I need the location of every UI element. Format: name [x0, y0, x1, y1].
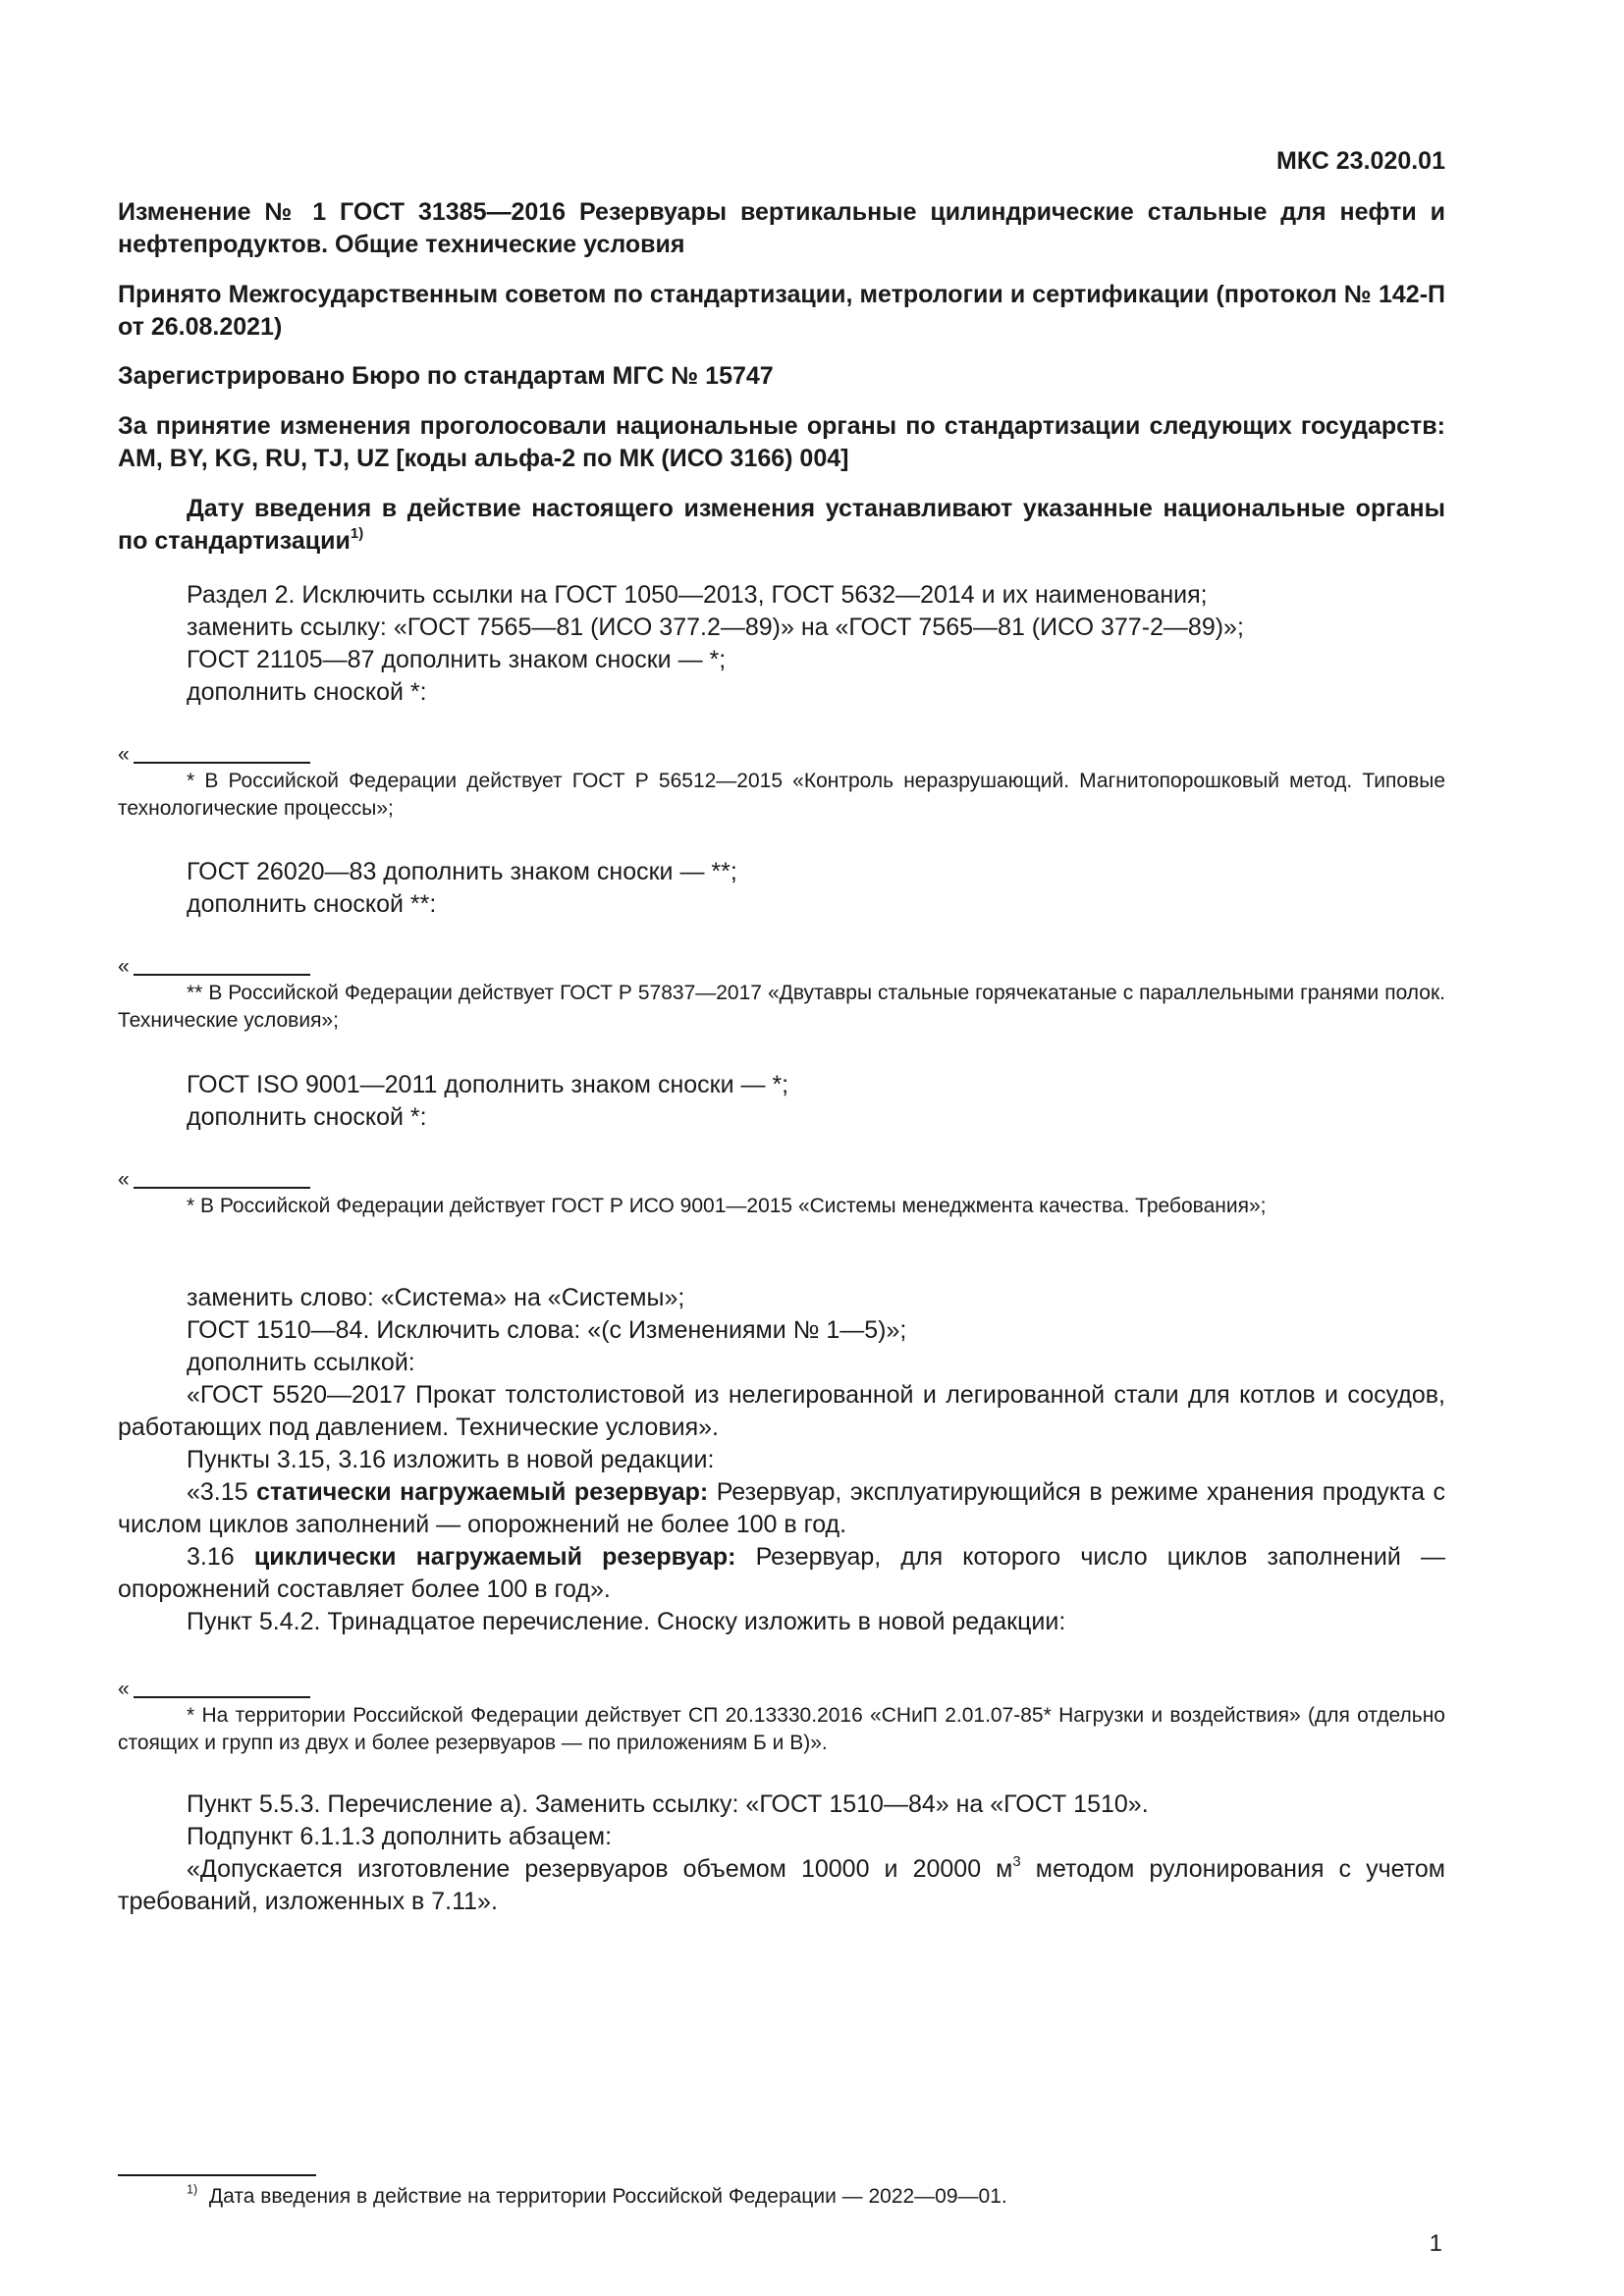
intro-date-text: Дату введения в действие настоящего изменения устанавливают указанные национальные органы по стандартизации — [118, 495, 1445, 555]
footnote-text: * В Российской Федерации действует ГОСТ Р 56512—2015 «Контроль неразрушающий. Магнитопорошковый метод. Типовые технологические процессы»; — [118, 770, 1445, 820]
footnote-separator — [118, 1678, 1445, 1702]
body-line: Пункты 3.15, 3.16 изложить в новой редакции: — [187, 1446, 715, 1473]
footnote-gost-56512 — [118, 743, 1445, 823]
registered-statement: Зарегистрировано Бюро по стандартам МГС № 15747 — [118, 362, 774, 390]
body-line: заменить ссылку: «ГОСТ 7565—81 (ИСО 377.2—89)» на «ГОСТ 7565—81 (ИСО 377-2—89)»; — [187, 614, 1244, 641]
term-number: 3.16 — [187, 1543, 235, 1571]
section2-changes — [118, 579, 1445, 709]
footnote-text: * На территории Российской Федерации действует СП 20.13330.2016 «СНиП 2.01.07-85* Нагрузки и воздействия» (для отдельно стоящих и групп из двух и более резервуаров — по приложениям Б и В)». — [118, 1704, 1445, 1754]
body-line: ГОСТ 21105—87 дополнить знаком сноски — *; — [187, 646, 727, 673]
footnote-separator — [118, 955, 1445, 980]
body-line: Раздел 2. Исключить ссылки на ГОСТ 1050—2013, ГОСТ 5632—2014 и их наименования; — [187, 581, 1208, 609]
body-line: Пункт 5.5.3. Перечисление а). Заменить ссылку: «ГОСТ 1510—84» на «ГОСТ 1510». — [187, 1790, 1149, 1818]
footnote-quote-mark: « — [118, 1678, 130, 1700]
term-number: «3.15 — [187, 1478, 248, 1506]
footnote-gost-iso-9001 — [118, 1168, 1445, 1220]
footnote-text: ** В Российской Федерации действует ГОСТ Р 57837—2017 «Двутавры стальные горячекатаные с параллельными гранями полок. Технические условия»; — [118, 982, 1445, 1032]
mks-code: МКС 23.020.01 — [1276, 147, 1445, 175]
body-line: дополнить сноской *: — [187, 1103, 427, 1131]
body-line: ГОСТ 26020—83 дополнить знаком сноски — **; — [187, 858, 737, 885]
body-line: ГОСТ ISO 9001—2011 дополнить знаком сноски — *; — [187, 1071, 789, 1098]
superscript-3: 3 — [1012, 1852, 1021, 1870]
term-definition: Резервуар, для которого число циклов заполнений — опорожнений составляет более 100 в год». — [118, 1543, 1445, 1603]
footnote-separator — [118, 743, 1445, 768]
body-text: методом рулонирования с учетом требований, изложенных в 7.11». — [118, 1855, 1445, 1915]
term-3-16 — [118, 1541, 1445, 1606]
body-paragraph — [118, 1853, 1445, 1918]
section5-6-changes — [118, 1789, 1445, 1918]
page-footnote — [187, 2182, 1007, 2209]
adopted-statement: Принято Межгосударственным советом по стандартизации, метрологии и сертификации (протокол № 142-П от 26.08.2021) — [118, 281, 1445, 341]
page-footnote-ref: 1) — [187, 2182, 198, 2197]
body-line: Подпункт 6.1.1.3 дополнить абзацем: — [187, 1823, 613, 1850]
body-line: ГОСТ 1510—84. Исключить слова: «(с Изменениями № 1—5)»; — [187, 1316, 907, 1344]
gost-26020-changes — [118, 856, 1445, 921]
body-paragraph: «ГОСТ 5520—2017 Прокат толстолистовой из нелегированной и легированной стали для котлов и сосудов, работающих под давлением. Технические условия». — [118, 1381, 1445, 1441]
footnote-quote-mark: « — [118, 743, 130, 766]
term-definition: Резервуар, эксплуатирующийся в режиме хранения продукта с числом циклов заполнений — опорожнений не более 100 в год. — [118, 1478, 1445, 1538]
footnote-quote-mark: « — [118, 955, 130, 978]
footnote-rule — [134, 974, 310, 976]
body-line: дополнить сноской *: — [187, 678, 427, 706]
footnote-quote-mark: « — [118, 1168, 130, 1191]
body-line: Пункт 5.4.2. Тринадцатое перечисление. Сноску изложить в новой редакции: — [187, 1608, 1066, 1635]
body-line: дополнить ссылкой: — [187, 1349, 415, 1376]
voted-statement: За принятие изменения проголосовали национальные органы по стандартизации следующих государств: AM, BY, KG, RU, TJ, UZ [коды альфа-2 по МК (ИСО 3166) 004] — [118, 412, 1445, 472]
body-text: «Допускается изготовление резервуаров объемом 10000 и 20000 м — [187, 1855, 1013, 1883]
intro-date-statement — [118, 493, 1445, 558]
footnote-rule — [134, 762, 310, 764]
body-line: заменить слово: «Система» на «Системы»; — [187, 1284, 685, 1311]
page-footnote-rule — [118, 2174, 316, 2176]
term-name: статически нагружаемый резервуар: — [256, 1478, 709, 1506]
page-footnote-text: Дата введения в действие на территории Российской Федерации — 2022—09—01. — [208, 2185, 1007, 2208]
page-number: 1 — [1429, 2230, 1442, 2257]
intro-date-footnote-ref: 1) — [350, 524, 364, 542]
footnote-gost-57837 — [118, 955, 1445, 1035]
gost-iso-9001-changes — [118, 1069, 1445, 1134]
term-name: циклически нагружаемый резервуар: — [253, 1543, 736, 1571]
footnote-separator — [118, 1168, 1445, 1193]
footnote-sp-20-13330 — [118, 1678, 1445, 1757]
footnote-text: * В Российской Федерации действует ГОСТ Р ИСО 9001—2015 «Системы менеджмента качества. Требования»; — [187, 1195, 1267, 1217]
change-title: Изменение № 1 ГОСТ 31385—2016 Резервуары вертикальные цилиндрические стальные для нефти и нефтепродуктов. Общие технические условия — [118, 198, 1445, 258]
body-line: дополнить сноской **: — [187, 890, 437, 918]
footnote-rule — [134, 1696, 310, 1698]
terms-changes — [118, 1282, 1445, 1638]
term-3-15 — [118, 1476, 1445, 1541]
footnote-rule — [134, 1187, 310, 1189]
